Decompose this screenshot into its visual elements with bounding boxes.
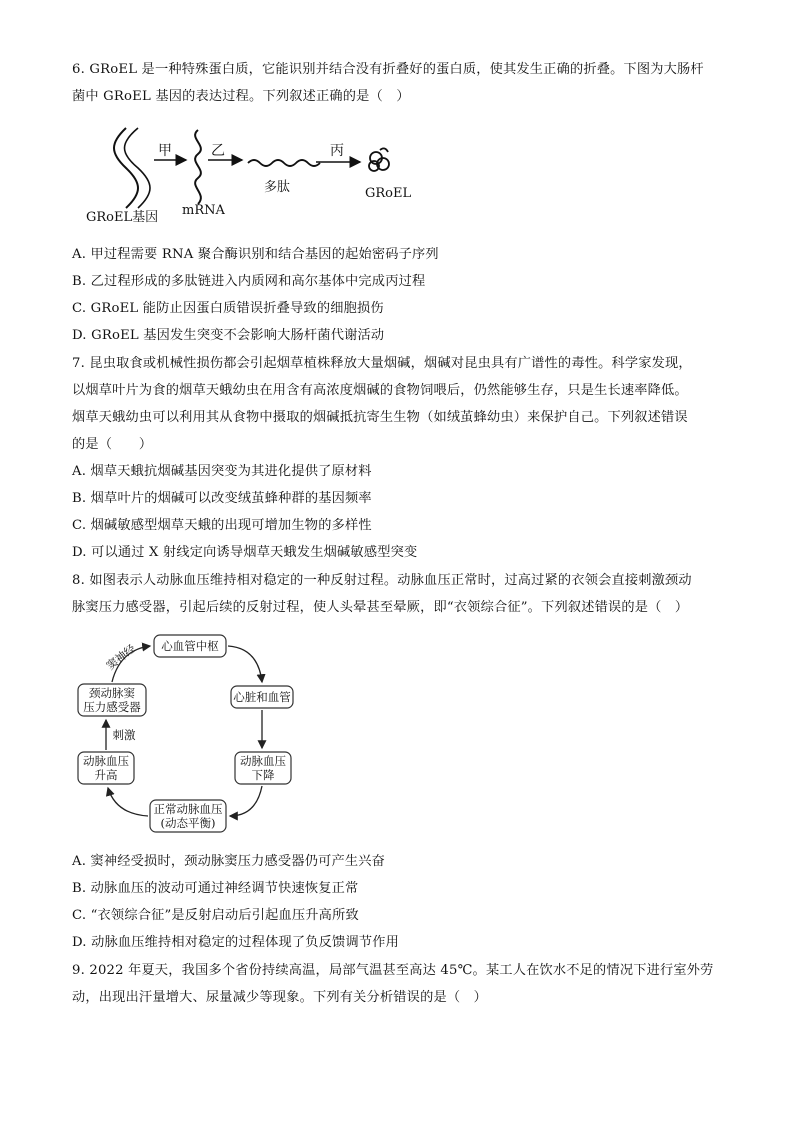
q7-option-a[interactable]: A. 烟草天蛾抗烟碱基因突变为其进化提供了原材料 [72,464,372,479]
q8-option-b[interactable]: B. 动脉血压的波动可通过神经调节快速恢复正常 [72,881,359,896]
q7-option-d[interactable]: D. 可以通过 X 射线定向诱导烟草天蛾发生烟碱敏感型突变 [72,545,418,560]
label-peptide: 多肽 [264,180,291,195]
q8-stem-line-1: 8. 如图表示人动脉血压维持相对稳定的一种反射过程。动脉血压正常时，过高过紧的衣领会直接刺激颈动 [72,573,692,588]
label-heart-vessel: 心脏和血管 [233,690,291,704]
q7-stem-line-4: 的是（ ） [72,437,153,452]
mrna-strand-icon [195,130,201,204]
label-cardio-center: 心血管中枢 [161,639,219,653]
label-receptor-1: 颈动脉窦 [89,686,135,700]
q7-stem-line-1: 7. 昆虫取食或机械性损伤都会引起烟草植株释放大量烟碱，烟碱对昆虫具有广谱性的毒性。科学家发现， [72,356,692,371]
label-drop-2: 下降 [251,768,275,782]
q7-option-c[interactable]: C. 烟碱敏感型烟草天蛾的出现可增加生物的多样性 [72,518,372,533]
q7-stem-line-3: 烟草天蛾幼虫可以利用其从食物中摄取的烟碱抵抗寄生生物（如绒茧蜂幼虫）来保护自己。下列叙述错误 [72,410,688,425]
q7-option-b[interactable]: B. 烟草叶片的烟碱可以改变绒茧蜂种群的基因频率 [72,491,372,506]
q6-stem-line-1: 6. GRoEL 是一种特殊蛋白质，它能识别并结合没有折叠好的蛋白质，使其发生正确的折叠。下图为大肠杆 [72,62,704,77]
q6-option-b[interactable]: B. 乙过程形成的多肽链进入内质网和高尔基体中完成丙过程 [72,274,426,289]
label-rise-1: 动脉血压 [83,754,129,768]
folded-protein-icon [369,148,389,171]
q8-option-c[interactable]: C. “衣领综合征”是反射启动后引起血压升高所致 [72,908,359,923]
label-gene: GRoEL基因 [86,210,159,225]
q8-option-d[interactable]: D. 动脉血压维持相对稳定的过程体现了负反馈调节作用 [72,935,399,950]
q8-reflex-diagram [72,628,312,838]
label-yi: 乙 [211,143,225,159]
polypeptide-wave-icon [248,160,320,166]
label-normal-1: 正常动脉血压 [153,802,223,816]
q6-option-c[interactable]: C. GRoEL 能防止因蛋白质错误折叠导致的细胞损伤 [72,301,384,316]
label-normal-2: (动态平衡) [160,816,216,830]
q6-gene-expression-diagram [80,118,440,230]
label-protein: GRoEL [365,186,412,201]
label-bing: 丙 [330,143,344,159]
q9-stem-line-1: 9. 2022 年夏天，我国多个省份持续高温，局部气温甚至高达 45℃。某工人在饮水不足的情况下进行室外劳 [72,963,714,978]
label-mrna: mRNA [182,203,225,218]
label-jia: 甲 [158,143,172,159]
label-rise-2: 升高 [94,768,118,782]
label-drop-1: 动脉血压 [240,754,286,768]
dna-helix-icon [114,128,150,208]
q7-stem-line-2: 以烟草叶片为食的烟草天蛾幼虫在用含有高浓度烟碱的食物饲喂后，仍然能够生存，只是生长速率降低。 [72,383,688,398]
q6-stem-line-2: 菌中 GRoEL 基因的表达过程。下列叙述正确的是（ ） [72,89,410,104]
label-stimulus: 刺激 [112,728,136,742]
q8-stem-line-2: 脉窦压力感受器，引起后续的反射过程，使人头晕甚至晕厥，即“衣领综合征”。下列叙述错误的是（ ） [72,600,689,615]
q6-option-d[interactable]: D. GRoEL 基因发生突变不会影响大肠杆菌代谢活动 [72,328,385,343]
q6-option-a[interactable]: A. 甲过程需要 RNA 聚合酶识别和结合基因的起始密码子序列 [72,247,439,262]
q9-stem-line-2: 动，出现出汗量增大、尿量减少等现象。下列有关分析错误的是（ ） [72,990,488,1005]
q8-option-a[interactable]: A. 窦神经受损时，颈动脉窦压力感受器仍可产生兴奋 [72,854,386,869]
label-sinus-nerve: 窦神经 [104,641,139,673]
label-receptor-2: 压力感受器 [83,700,141,714]
